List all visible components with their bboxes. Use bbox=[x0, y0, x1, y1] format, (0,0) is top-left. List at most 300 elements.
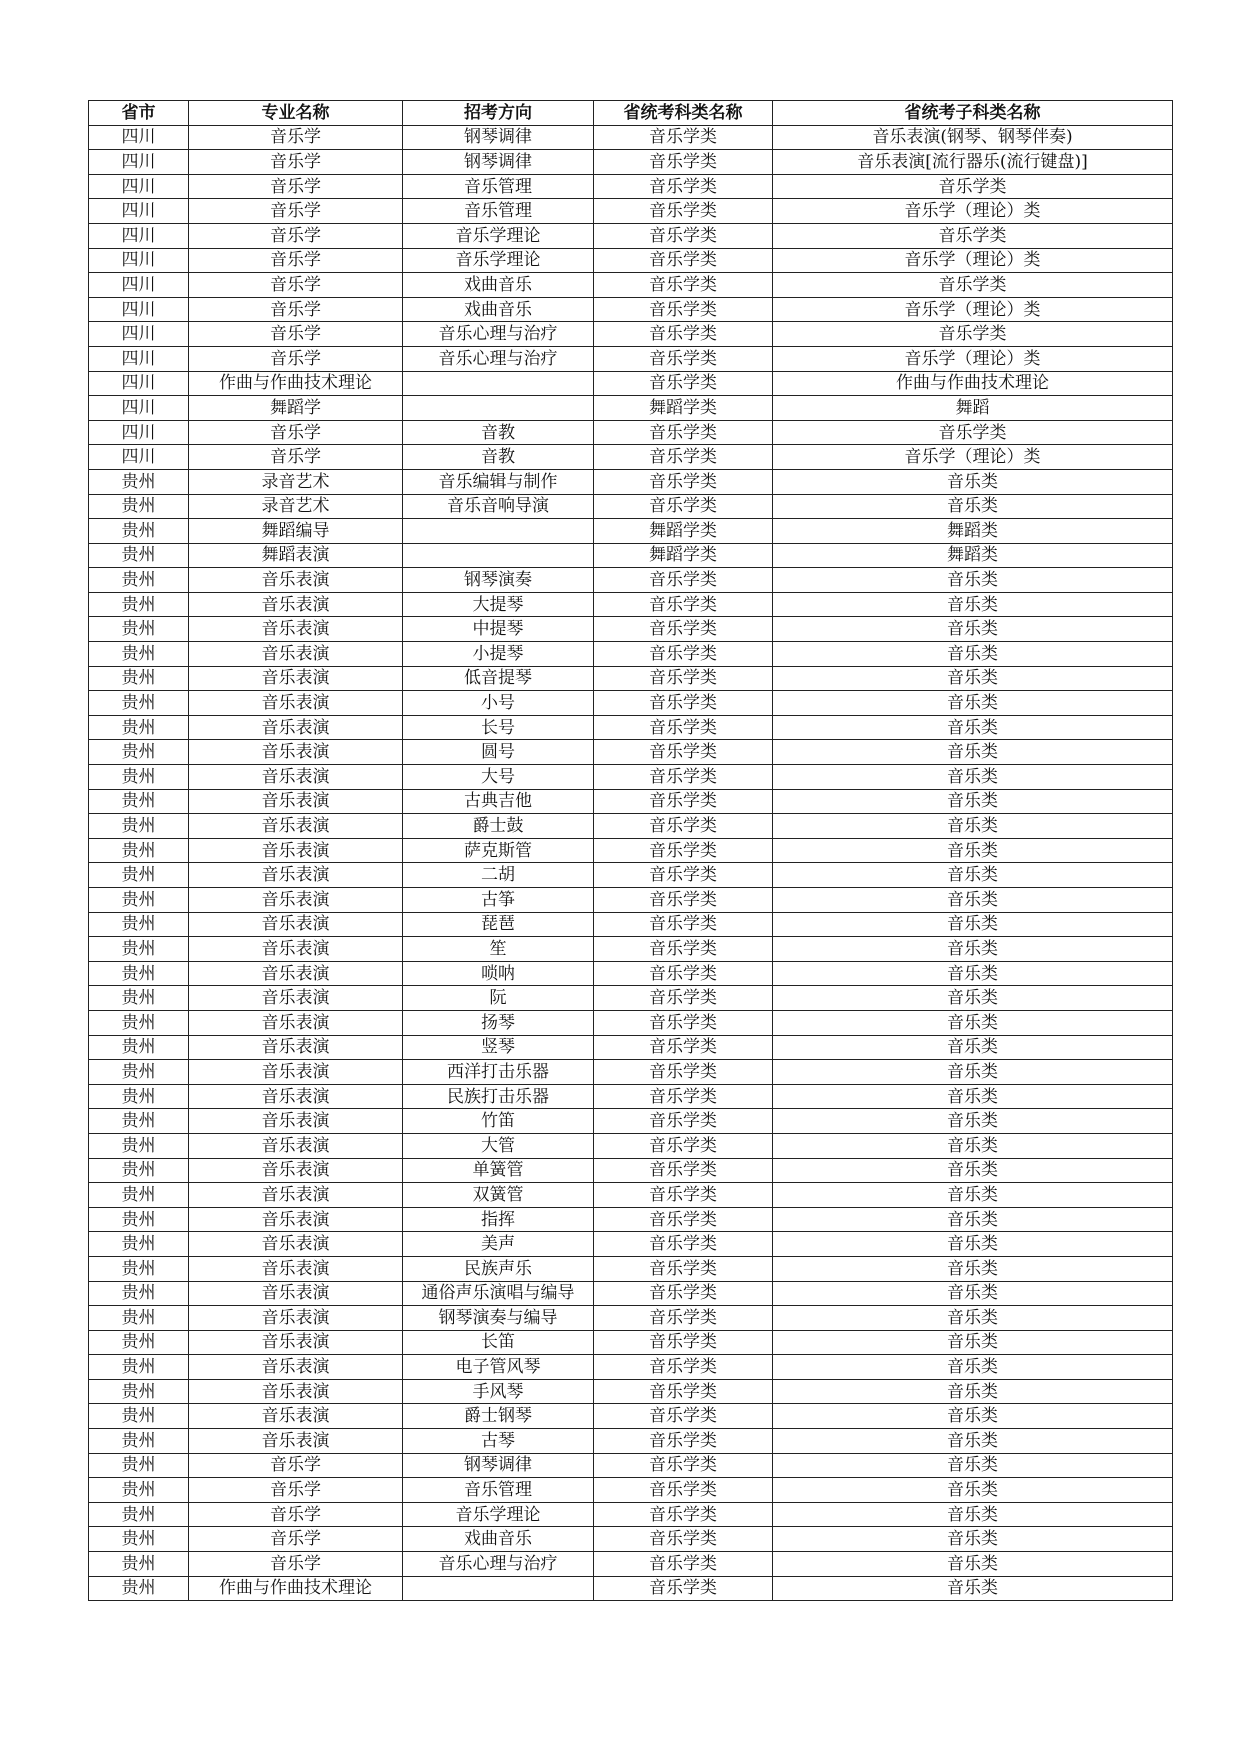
cell-exam-subcategory: 音乐类 bbox=[773, 1306, 1173, 1331]
cell-exam-subcategory: 音乐类 bbox=[773, 1158, 1173, 1183]
cell-exam-category: 音乐学类 bbox=[594, 1256, 773, 1281]
cell-exam-subcategory: 音乐类 bbox=[773, 1330, 1173, 1355]
cell-major-name: 音乐表演 bbox=[189, 715, 403, 740]
cell-province: 贵州 bbox=[89, 1478, 189, 1503]
cell-major-name: 音乐表演 bbox=[189, 1256, 403, 1281]
cell-exam-category: 音乐学类 bbox=[594, 445, 773, 470]
cell-exam-category: 音乐学类 bbox=[594, 1502, 773, 1527]
cell-direction: 萨克斯管 bbox=[403, 838, 594, 863]
cell-exam-subcategory: 音乐学（理论）类 bbox=[773, 199, 1173, 224]
cell-major-name: 音乐学 bbox=[189, 248, 403, 273]
cell-direction: 大号 bbox=[403, 765, 594, 790]
cell-exam-category: 音乐学类 bbox=[594, 469, 773, 494]
cell-exam-category: 音乐学类 bbox=[594, 789, 773, 814]
header-exam-subcategory: 省统考子科类名称 bbox=[773, 101, 1173, 126]
table-row bbox=[89, 396, 1173, 421]
cell-direction: 音乐编辑与制作 bbox=[403, 469, 594, 494]
cell-direction: 西洋打击乐器 bbox=[403, 1060, 594, 1085]
table-row bbox=[89, 1502, 1173, 1527]
cell-major-name: 音乐表演 bbox=[189, 1035, 403, 1060]
cell-direction: 音乐心理与治疗 bbox=[403, 322, 594, 347]
header-direction: 招考方向 bbox=[403, 101, 594, 126]
cell-major-name: 音乐表演 bbox=[189, 1404, 403, 1429]
cell-province: 贵州 bbox=[89, 961, 189, 986]
table-row bbox=[89, 814, 1173, 839]
cell-province: 四川 bbox=[89, 297, 189, 322]
cell-exam-subcategory: 音乐类 bbox=[773, 1576, 1173, 1601]
cell-exam-category: 音乐学类 bbox=[594, 1404, 773, 1429]
cell-exam-category: 音乐学类 bbox=[594, 1552, 773, 1577]
table-row bbox=[89, 1379, 1173, 1404]
cell-direction bbox=[403, 543, 594, 568]
cell-province: 四川 bbox=[89, 125, 189, 150]
table-row bbox=[89, 1060, 1173, 1085]
table-row bbox=[89, 371, 1173, 396]
cell-province: 贵州 bbox=[89, 1527, 189, 1552]
cell-direction bbox=[403, 1576, 594, 1601]
cell-province: 贵州 bbox=[89, 740, 189, 765]
cell-province: 贵州 bbox=[89, 494, 189, 519]
table-row bbox=[89, 273, 1173, 298]
cell-province: 贵州 bbox=[89, 1306, 189, 1331]
cell-exam-subcategory: 音乐类 bbox=[773, 1478, 1173, 1503]
cell-exam-category: 音乐学类 bbox=[594, 223, 773, 248]
cell-exam-category: 音乐学类 bbox=[594, 1576, 773, 1601]
table-row bbox=[89, 912, 1173, 937]
table-row bbox=[89, 223, 1173, 248]
cell-province: 贵州 bbox=[89, 912, 189, 937]
cell-exam-category: 音乐学类 bbox=[594, 199, 773, 224]
cell-exam-category: 音乐学类 bbox=[594, 322, 773, 347]
cell-province: 贵州 bbox=[89, 1183, 189, 1208]
table-row bbox=[89, 1256, 1173, 1281]
table-row bbox=[89, 838, 1173, 863]
cell-exam-subcategory: 音乐类 bbox=[773, 1109, 1173, 1134]
cell-direction: 二胡 bbox=[403, 863, 594, 888]
cell-province: 贵州 bbox=[89, 937, 189, 962]
cell-major-name: 音乐表演 bbox=[189, 814, 403, 839]
table-row bbox=[89, 469, 1173, 494]
cell-major-name: 舞蹈学 bbox=[189, 396, 403, 421]
cell-major-name: 舞蹈编导 bbox=[189, 519, 403, 544]
cell-exam-subcategory: 音乐类 bbox=[773, 568, 1173, 593]
cell-major-name: 音乐学 bbox=[189, 150, 403, 175]
cell-province: 四川 bbox=[89, 420, 189, 445]
cell-exam-subcategory: 音乐类 bbox=[773, 937, 1173, 962]
cell-direction: 民族打击乐器 bbox=[403, 1084, 594, 1109]
cell-exam-subcategory: 音乐类 bbox=[773, 1035, 1173, 1060]
cell-exam-category: 音乐学类 bbox=[594, 765, 773, 790]
cell-major-name: 音乐学 bbox=[189, 297, 403, 322]
cell-province: 贵州 bbox=[89, 765, 189, 790]
table-row bbox=[89, 543, 1173, 568]
cell-exam-category: 音乐学类 bbox=[594, 1330, 773, 1355]
table-row bbox=[89, 888, 1173, 913]
cell-exam-subcategory: 舞蹈类 bbox=[773, 519, 1173, 544]
cell-exam-category: 音乐学类 bbox=[594, 125, 773, 150]
table-row bbox=[89, 297, 1173, 322]
table-row bbox=[89, 642, 1173, 667]
table-row bbox=[89, 1330, 1173, 1355]
cell-exam-category: 音乐学类 bbox=[594, 986, 773, 1011]
cell-exam-category: 音乐学类 bbox=[594, 248, 773, 273]
cell-direction: 音乐管理 bbox=[403, 174, 594, 199]
cell-exam-category: 音乐学类 bbox=[594, 592, 773, 617]
cell-province: 贵州 bbox=[89, 1453, 189, 1478]
cell-direction: 古筝 bbox=[403, 888, 594, 913]
cell-direction: 唢呐 bbox=[403, 961, 594, 986]
cell-province: 四川 bbox=[89, 396, 189, 421]
table-row bbox=[89, 986, 1173, 1011]
cell-major-name: 音乐表演 bbox=[189, 1379, 403, 1404]
cell-direction: 戏曲音乐 bbox=[403, 1527, 594, 1552]
table-row bbox=[89, 1109, 1173, 1134]
cell-exam-category: 音乐学类 bbox=[594, 1109, 773, 1134]
cell-direction: 音乐心理与治疗 bbox=[403, 346, 594, 371]
cell-direction bbox=[403, 519, 594, 544]
table-row bbox=[89, 1527, 1173, 1552]
cell-direction: 钢琴调律 bbox=[403, 150, 594, 175]
cell-exam-category: 音乐学类 bbox=[594, 1084, 773, 1109]
cell-exam-category: 音乐学类 bbox=[594, 150, 773, 175]
cell-exam-subcategory: 音乐类 bbox=[773, 1379, 1173, 1404]
cell-exam-category: 音乐学类 bbox=[594, 273, 773, 298]
cell-exam-subcategory: 音乐类 bbox=[773, 715, 1173, 740]
table-row bbox=[89, 617, 1173, 642]
cell-major-name: 音乐学 bbox=[189, 174, 403, 199]
cell-province: 四川 bbox=[89, 322, 189, 347]
cell-exam-subcategory: 音乐类 bbox=[773, 469, 1173, 494]
table-row bbox=[89, 1306, 1173, 1331]
cell-direction bbox=[403, 396, 594, 421]
cell-province: 贵州 bbox=[89, 691, 189, 716]
cell-exam-category: 音乐学类 bbox=[594, 1453, 773, 1478]
cell-exam-category: 音乐学类 bbox=[594, 494, 773, 519]
cell-exam-category: 音乐学类 bbox=[594, 863, 773, 888]
cell-exam-subcategory: 音乐类 bbox=[773, 888, 1173, 913]
cell-province: 贵州 bbox=[89, 617, 189, 642]
cell-exam-subcategory: 音乐学（理论）类 bbox=[773, 297, 1173, 322]
cell-exam-category: 音乐学类 bbox=[594, 174, 773, 199]
header-province: 省市 bbox=[89, 101, 189, 126]
cell-exam-category: 音乐学类 bbox=[594, 346, 773, 371]
cell-major-name: 音乐表演 bbox=[189, 740, 403, 765]
cell-province: 贵州 bbox=[89, 838, 189, 863]
cell-major-name: 音乐学 bbox=[189, 125, 403, 150]
cell-exam-subcategory: 音乐类 bbox=[773, 838, 1173, 863]
cell-exam-category: 音乐学类 bbox=[594, 1183, 773, 1208]
cell-direction: 扬琴 bbox=[403, 1010, 594, 1035]
cell-exam-category: 音乐学类 bbox=[594, 1207, 773, 1232]
cell-exam-category: 舞蹈学类 bbox=[594, 396, 773, 421]
cell-province: 贵州 bbox=[89, 1232, 189, 1257]
cell-province: 四川 bbox=[89, 174, 189, 199]
enrollment-table bbox=[88, 100, 1173, 1601]
cell-direction: 圆号 bbox=[403, 740, 594, 765]
table-row bbox=[89, 715, 1173, 740]
cell-exam-category: 音乐学类 bbox=[594, 1035, 773, 1060]
cell-exam-subcategory: 音乐类 bbox=[773, 642, 1173, 667]
cell-major-name: 音乐表演 bbox=[189, 1010, 403, 1035]
cell-major-name: 录音艺术 bbox=[189, 469, 403, 494]
cell-province: 贵州 bbox=[89, 642, 189, 667]
table-row bbox=[89, 519, 1173, 544]
cell-exam-subcategory: 音乐类 bbox=[773, 1429, 1173, 1454]
table-row bbox=[89, 150, 1173, 175]
cell-province: 四川 bbox=[89, 199, 189, 224]
cell-province: 四川 bbox=[89, 346, 189, 371]
table-row bbox=[89, 691, 1173, 716]
cell-direction: 小号 bbox=[403, 691, 594, 716]
cell-major-name: 音乐学 bbox=[189, 223, 403, 248]
cell-major-name: 音乐表演 bbox=[189, 1429, 403, 1454]
cell-major-name: 音乐学 bbox=[189, 420, 403, 445]
table-row bbox=[89, 1429, 1173, 1454]
cell-exam-category: 音乐学类 bbox=[594, 1379, 773, 1404]
cell-direction: 双簧管 bbox=[403, 1183, 594, 1208]
table-row bbox=[89, 1478, 1173, 1503]
cell-province: 贵州 bbox=[89, 1035, 189, 1060]
cell-major-name: 音乐表演 bbox=[189, 789, 403, 814]
cell-exam-subcategory: 音乐类 bbox=[773, 814, 1173, 839]
cell-province: 贵州 bbox=[89, 1552, 189, 1577]
cell-major-name: 音乐表演 bbox=[189, 1232, 403, 1257]
cell-direction: 指挥 bbox=[403, 1207, 594, 1232]
table-row bbox=[89, 863, 1173, 888]
cell-exam-subcategory: 舞蹈类 bbox=[773, 543, 1173, 568]
cell-major-name: 音乐表演 bbox=[189, 568, 403, 593]
cell-major-name: 音乐学 bbox=[189, 1478, 403, 1503]
cell-exam-category: 音乐学类 bbox=[594, 1010, 773, 1035]
cell-exam-subcategory: 音乐类 bbox=[773, 1084, 1173, 1109]
table-row bbox=[89, 1552, 1173, 1577]
cell-exam-subcategory: 舞蹈 bbox=[773, 396, 1173, 421]
cell-province: 贵州 bbox=[89, 666, 189, 691]
cell-province: 贵州 bbox=[89, 814, 189, 839]
table-row bbox=[89, 937, 1173, 962]
cell-province: 贵州 bbox=[89, 1429, 189, 1454]
cell-direction: 音乐学理论 bbox=[403, 223, 594, 248]
cell-exam-category: 音乐学类 bbox=[594, 371, 773, 396]
cell-direction: 音乐学理论 bbox=[403, 1502, 594, 1527]
cell-exam-subcategory: 音乐学（理论）类 bbox=[773, 346, 1173, 371]
cell-exam-category: 音乐学类 bbox=[594, 1355, 773, 1380]
cell-province: 贵州 bbox=[89, 789, 189, 814]
cell-major-name: 音乐学 bbox=[189, 1527, 403, 1552]
cell-province: 贵州 bbox=[89, 1502, 189, 1527]
table-row bbox=[89, 1133, 1173, 1158]
cell-major-name: 音乐表演 bbox=[189, 765, 403, 790]
cell-direction: 钢琴演奏 bbox=[403, 568, 594, 593]
cell-major-name: 音乐学 bbox=[189, 199, 403, 224]
cell-exam-category: 音乐学类 bbox=[594, 740, 773, 765]
cell-major-name: 音乐表演 bbox=[189, 1306, 403, 1331]
cell-province: 贵州 bbox=[89, 1330, 189, 1355]
table-row bbox=[89, 765, 1173, 790]
table-row bbox=[89, 174, 1173, 199]
cell-exam-category: 音乐学类 bbox=[594, 1429, 773, 1454]
cell-exam-subcategory: 音乐学（理论）类 bbox=[773, 248, 1173, 273]
cell-exam-subcategory: 音乐类 bbox=[773, 765, 1173, 790]
table-row bbox=[89, 789, 1173, 814]
cell-exam-subcategory: 音乐类 bbox=[773, 740, 1173, 765]
cell-province: 贵州 bbox=[89, 592, 189, 617]
cell-exam-subcategory: 音乐学类 bbox=[773, 420, 1173, 445]
cell-exam-subcategory: 音乐类 bbox=[773, 617, 1173, 642]
cell-exam-subcategory: 音乐类 bbox=[773, 912, 1173, 937]
cell-province: 贵州 bbox=[89, 1576, 189, 1601]
cell-province: 四川 bbox=[89, 445, 189, 470]
table-row bbox=[89, 248, 1173, 273]
cell-direction: 音乐管理 bbox=[403, 199, 594, 224]
cell-province: 贵州 bbox=[89, 1060, 189, 1085]
cell-major-name: 音乐表演 bbox=[189, 1060, 403, 1085]
cell-major-name: 音乐表演 bbox=[189, 691, 403, 716]
cell-major-name: 音乐表演 bbox=[189, 1183, 403, 1208]
cell-province: 贵州 bbox=[89, 1133, 189, 1158]
cell-exam-subcategory: 音乐类 bbox=[773, 666, 1173, 691]
cell-major-name: 音乐表演 bbox=[189, 1330, 403, 1355]
cell-exam-subcategory: 音乐类 bbox=[773, 1232, 1173, 1257]
cell-direction: 戏曲音乐 bbox=[403, 273, 594, 298]
cell-province: 贵州 bbox=[89, 1355, 189, 1380]
cell-major-name: 音乐学 bbox=[189, 273, 403, 298]
cell-major-name: 作曲与作曲技术理论 bbox=[189, 371, 403, 396]
cell-direction: 单簧管 bbox=[403, 1158, 594, 1183]
cell-major-name: 音乐表演 bbox=[189, 912, 403, 937]
cell-exam-category: 音乐学类 bbox=[594, 961, 773, 986]
table-row bbox=[89, 1207, 1173, 1232]
cell-direction: 古琴 bbox=[403, 1429, 594, 1454]
cell-exam-category: 音乐学类 bbox=[594, 691, 773, 716]
cell-major-name: 音乐学 bbox=[189, 1453, 403, 1478]
table-row bbox=[89, 1281, 1173, 1306]
cell-direction: 钢琴调律 bbox=[403, 125, 594, 150]
cell-exam-category: 音乐学类 bbox=[594, 1527, 773, 1552]
cell-direction: 音乐音响导演 bbox=[403, 494, 594, 519]
cell-direction: 小提琴 bbox=[403, 642, 594, 667]
cell-exam-subcategory: 音乐类 bbox=[773, 1133, 1173, 1158]
cell-exam-category: 舞蹈学类 bbox=[594, 519, 773, 544]
cell-major-name: 音乐表演 bbox=[189, 1281, 403, 1306]
table-row bbox=[89, 1576, 1173, 1601]
cell-exam-category: 音乐学类 bbox=[594, 1133, 773, 1158]
cell-exam-subcategory: 作曲与作曲技术理论 bbox=[773, 371, 1173, 396]
cell-direction: 中提琴 bbox=[403, 617, 594, 642]
table-row bbox=[89, 1355, 1173, 1380]
cell-direction: 大管 bbox=[403, 1133, 594, 1158]
cell-province: 贵州 bbox=[89, 1207, 189, 1232]
cell-exam-category: 音乐学类 bbox=[594, 1281, 773, 1306]
cell-direction: 音教 bbox=[403, 445, 594, 470]
cell-exam-subcategory: 音乐类 bbox=[773, 1256, 1173, 1281]
cell-direction: 电子管风琴 bbox=[403, 1355, 594, 1380]
cell-exam-subcategory: 音乐类 bbox=[773, 1502, 1173, 1527]
cell-exam-category: 音乐学类 bbox=[594, 617, 773, 642]
cell-province: 贵州 bbox=[89, 715, 189, 740]
cell-exam-category: 舞蹈学类 bbox=[594, 543, 773, 568]
table-header bbox=[89, 101, 1173, 126]
table-row bbox=[89, 346, 1173, 371]
cell-province: 贵州 bbox=[89, 1109, 189, 1134]
cell-direction: 笙 bbox=[403, 937, 594, 962]
cell-direction: 爵士鼓 bbox=[403, 814, 594, 839]
cell-major-name: 音乐表演 bbox=[189, 1355, 403, 1380]
cell-exam-subcategory: 音乐学类 bbox=[773, 322, 1173, 347]
cell-major-name: 音乐表演 bbox=[189, 986, 403, 1011]
table-row bbox=[89, 1183, 1173, 1208]
cell-exam-subcategory: 音乐表演(钢琴、钢琴伴奏) bbox=[773, 125, 1173, 150]
cell-exam-subcategory: 音乐类 bbox=[773, 789, 1173, 814]
cell-province: 四川 bbox=[89, 150, 189, 175]
cell-province: 贵州 bbox=[89, 543, 189, 568]
cell-major-name: 音乐表演 bbox=[189, 838, 403, 863]
cell-exam-subcategory: 音乐类 bbox=[773, 1453, 1173, 1478]
table-row bbox=[89, 740, 1173, 765]
cell-exam-subcategory: 音乐学类 bbox=[773, 174, 1173, 199]
cell-exam-subcategory: 音乐类 bbox=[773, 1183, 1173, 1208]
cell-province: 贵州 bbox=[89, 986, 189, 1011]
cell-major-name: 音乐表演 bbox=[189, 1133, 403, 1158]
cell-exam-subcategory: 音乐学类 bbox=[773, 223, 1173, 248]
cell-exam-subcategory: 音乐类 bbox=[773, 1207, 1173, 1232]
cell-direction: 通俗声乐演唱与编导 bbox=[403, 1281, 594, 1306]
cell-exam-subcategory: 音乐类 bbox=[773, 863, 1173, 888]
cell-major-name: 音乐表演 bbox=[189, 1084, 403, 1109]
cell-major-name: 音乐表演 bbox=[189, 666, 403, 691]
cell-exam-category: 音乐学类 bbox=[594, 838, 773, 863]
cell-province: 贵州 bbox=[89, 1010, 189, 1035]
table-row bbox=[89, 666, 1173, 691]
table-row bbox=[89, 961, 1173, 986]
cell-major-name: 音乐表演 bbox=[189, 592, 403, 617]
cell-province: 贵州 bbox=[89, 1256, 189, 1281]
cell-major-name: 作曲与作曲技术理论 bbox=[189, 1576, 403, 1601]
cell-exam-category: 音乐学类 bbox=[594, 1158, 773, 1183]
cell-direction: 钢琴调律 bbox=[403, 1453, 594, 1478]
cell-exam-subcategory: 音乐类 bbox=[773, 494, 1173, 519]
cell-exam-category: 音乐学类 bbox=[594, 1232, 773, 1257]
cell-direction: 低音提琴 bbox=[403, 666, 594, 691]
cell-major-name: 音乐学 bbox=[189, 1502, 403, 1527]
cell-exam-subcategory: 音乐类 bbox=[773, 1552, 1173, 1577]
cell-major-name: 音乐表演 bbox=[189, 888, 403, 913]
cell-direction: 阮 bbox=[403, 986, 594, 1011]
cell-direction: 民族声乐 bbox=[403, 1256, 594, 1281]
cell-province: 贵州 bbox=[89, 1084, 189, 1109]
cell-exam-subcategory: 音乐类 bbox=[773, 961, 1173, 986]
table-row bbox=[89, 1010, 1173, 1035]
cell-exam-subcategory: 音乐类 bbox=[773, 1527, 1173, 1552]
cell-direction: 古典吉他 bbox=[403, 789, 594, 814]
table-body bbox=[89, 125, 1173, 1601]
header-row bbox=[89, 101, 1173, 126]
cell-exam-category: 音乐学类 bbox=[594, 297, 773, 322]
cell-direction: 钢琴演奏与编导 bbox=[403, 1306, 594, 1331]
cell-direction: 琵琶 bbox=[403, 912, 594, 937]
cell-exam-subcategory: 音乐类 bbox=[773, 986, 1173, 1011]
table-row bbox=[89, 1084, 1173, 1109]
cell-exam-subcategory: 音乐类 bbox=[773, 1010, 1173, 1035]
cell-major-name: 音乐表演 bbox=[189, 1207, 403, 1232]
cell-exam-subcategory: 音乐学（理论）类 bbox=[773, 445, 1173, 470]
cell-exam-category: 音乐学类 bbox=[594, 568, 773, 593]
table-row bbox=[89, 445, 1173, 470]
table-row bbox=[89, 592, 1173, 617]
table-row bbox=[89, 1453, 1173, 1478]
table-row bbox=[89, 322, 1173, 347]
cell-province: 贵州 bbox=[89, 1404, 189, 1429]
